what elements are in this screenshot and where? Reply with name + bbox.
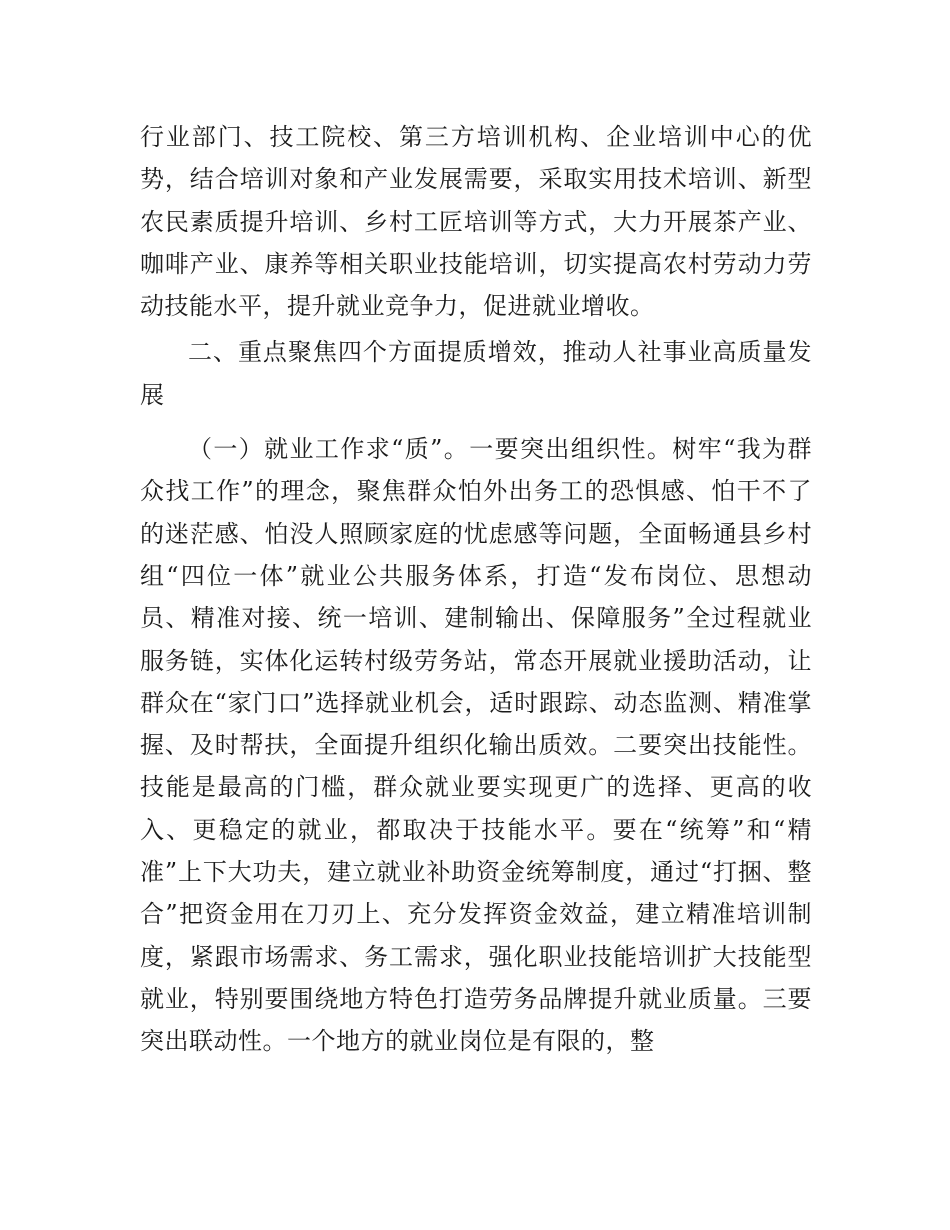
paragraph-employment-quality: （一）就业工作求“质”。一要突出组织性。树牢“我为群众找工作”的理念，聚焦群众怕外出务工的恐惧感、怕干不了的迷茫感、怕没人照顾家庭的忧虑感等问题，全面畅通县乡村组“四位一体”就业公共服务体系，打造“发布岗位、思想动员、精准对接、统一培训、建制输出、保障服务”全过程就业服务链，实体化运转村级劳务站，常态开展就业援助活动，让群众在“家门口”选择就业机会，适时跟踪、动态监测、精准掌握、及时帮扶，全面提升组织化输出质效。二要突出技能性。技能是最高的门槛，群众就业要实现更广的选择、更高的收入、更稳定的就业，都取决于技能水平。要在“统筹”和“精准”上下大功夫，建立就业补助资金统筹制度，通过“打捆、整合”把资金用在刀刃上、充分发挥资金效益，建立精准培训制度，紧跟市场需求、务工需求，强化职业技能培训扩大技能型就业，特别要围绕地方特色打造劳务品牌提升就业质量。三要突出联动性。一个地方的就业岗位是有限的，整 xyxy=(140,435,812,1056)
paragraph-continuation: 行业部门、技工院校、第三方培训机构、企业培训中心的优势，结合培训对象和产业发展需要，采取实用技术培训、新型农民素质提升培训、乡村工匠培训等方式，大力开展茶产业、咖啡产业、康养等相关职业技能培训，切实提高农村劳动力劳动技能水平，提升就业竞争力，促进就业增收。 xyxy=(140,123,812,321)
document-page xyxy=(140,116,812,1063)
section-heading-two: 二、重点聚焦四个方面提质增效，推动人社事业高质量发展 xyxy=(140,338,812,409)
